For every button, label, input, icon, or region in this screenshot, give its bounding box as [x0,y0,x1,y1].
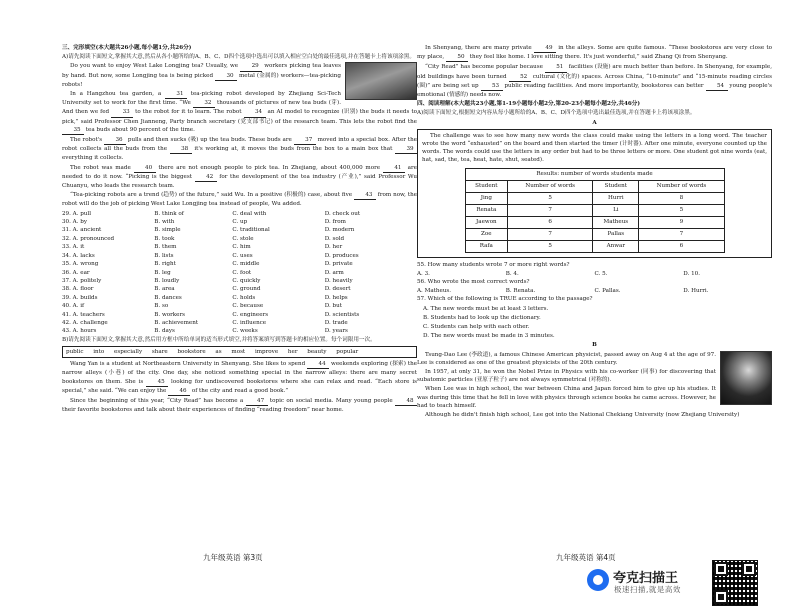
option-cell: 42. A. challenge [62,319,108,326]
option-cell: B. simple [154,227,181,234]
table-cell: Anwar [593,240,639,252]
table-cell: 5 [639,204,724,216]
table-row [465,216,724,228]
option-cell: B. days [154,328,175,335]
option-row [62,218,417,226]
option-cell: D. scientists [324,311,360,318]
right-page [417,44,772,420]
table-cell: Matheus [593,216,639,228]
section3-header: 三、完形填空(本大题共26小题,每小题1分,共26分) [62,45,192,51]
option-cell: 35. A. wrong [62,261,99,268]
option-row [62,226,417,234]
left-page [62,44,417,415]
option-cell: B. took [154,235,175,242]
option-cell: C. foot [232,269,252,276]
cloze-options-table [62,210,417,336]
fill-para-3: In Shenyang, there are many private 49 in the alleys. Some are quite famous. “These bookstores are very close to my place, 50 they feel like home. I love sitting there. It's just wonderful,” said Zhang Qi from Shenyang. [417,44,772,62]
option-cell: D. years [324,328,348,335]
question-55: 55. How many students wrote 7 or more right words? [417,261,570,268]
option-cell: D. her [324,244,343,251]
table-cell: 5 [508,192,593,204]
option-cell: D. modern [324,227,355,234]
fill-para-4: “City Read” has become popular because 51 facilities (设施) are much better than before. In Shenyang, for example, old buildings have been turned 52 cultural (文化的) spaces. Across China, “10-minute” and “15-minute reading circles (圈)” are being set up 53 public reading facilities. And more importantly, bookstores can better 54 young people's emotional (情感的) needs now. [417,64,773,99]
option-cell: C. holds [232,294,256,301]
option-cell: B. achievement [154,319,199,326]
option-cell: C. engineers [232,311,269,318]
table-cell: 7 [508,204,593,216]
passage-b-para-1: Tsung-Dao Lee (李政道), a famous Chinese American physicist, passed away on Aug 4 at the age of 97. Lee is considered as one of the greatest physicists of the 20th century. [417,351,716,366]
option-cell: B. lists [154,252,174,259]
option-row [62,210,417,218]
table-cell: Jaewon [465,216,508,228]
option-cell: C. middle [232,261,260,268]
cloze-para-3: The robot's 36 pulls and then sucks (吸) up the tea buds. These buds are 37 moved into a special box. After the robot collects all the buds from the 38 it's working at, it moves the buds from the box to a main box that 39 everything it collects. [62,137,417,162]
option-row [62,269,417,277]
right-page-footer: 九年级英语 第4页 [556,553,616,562]
option-row [62,260,417,268]
q56-option: A. Matheus. [417,288,452,295]
option-cell: 34. A. lacks [62,252,95,259]
table-cell: Renata [465,204,508,216]
col-header: Student [593,180,639,192]
col-header: Number of words [639,180,724,192]
q56-options [417,287,772,295]
table-cell: 6 [639,240,724,252]
option-cell: C. up [232,219,248,226]
option-row [62,294,417,302]
fill-para-2: Since the beginning of this year, “City Read” has become a 47 topic on social media. Many young people 48 their favorite bookstores and talk about their experiences of finding “reading freedom” near home. [62,397,417,414]
option-cell: D. but [324,303,342,310]
q55-option: A. 3. [417,270,430,277]
cloze-para-4: The robot was made 40 there are not enough people to pick tea. In Zhejiang, about 400,000 more 41 are needed to do it now. “Picking is the biggest 42 for the development of the tea industry (产业),” said Professor Wu Chuanyu, who leads the research team. [62,164,418,190]
option-cell: C. weeks [232,328,258,335]
option-cell: D. trade [324,319,348,326]
passage-a-box [417,129,772,258]
question-57: 57. Which of the following is TRUE according to the passage? [417,296,593,303]
table-cell: 5 [508,240,593,252]
option-cell: D. from [324,219,346,226]
option-cell: 33. A. it [62,244,85,251]
option-cell: C. uses [232,252,253,259]
option-row [62,277,417,285]
table-row [465,204,724,216]
option-cell: B. so [154,303,169,310]
col-header: Student [465,180,508,192]
option-cell: B. with [154,219,175,226]
option-cell: 37. A. politely [62,277,102,284]
q55-option: D. 10. [683,270,700,277]
option-cell: C. him [232,244,251,251]
q57-option: A. The new words must be at least 3 letters. [423,305,549,312]
option-cell: 31. A. ancient [62,227,102,234]
option-cell: C. traditional [232,227,270,234]
table-cell: Rafa [465,240,508,252]
cloze-para-5: “Tea-picking robots are a trend (趋势) of the future,” said Wu. In a positive (积极的) case, about five 43 from now, the robot will do the job of picking West Lake Longjing tea instead of people, Wu added. [62,192,417,208]
option-row [62,235,417,243]
passage-b-label: B [592,342,597,349]
option-row [62,311,417,319]
option-cell: 30. A. by [62,219,88,226]
option-cell: D. helps [324,294,348,301]
q56-option: D. Hurri. [683,288,709,295]
option-row [62,319,417,327]
physicist-photo [720,351,772,405]
table-cell: Hurri [593,192,639,204]
option-cell: 43. A. hours [62,328,97,335]
option-cell: B. dances [154,294,182,301]
option-cell: C. deal with [232,210,267,217]
col-header: Number of words [508,180,593,192]
option-cell: 29. A. pull [62,210,92,217]
fill-para-1: Wang Yan is a student at Northeastern University in Shenyang. She likes to spend 44 weekends exploring (探索) the narrow alleys (小巷) of the city. One day, she noticed something special in the narrow alleys: there are many secret bookstores on them. She is 45 looking for undiscovered bookstores where she can relax and read. “Each store is special,” she said. “We can enjoy the 46 of the city and read a good book.” [62,360,417,396]
option-row [62,327,417,335]
option-cell: 40. A. if [62,303,85,310]
option-cell: D. check out [324,210,361,217]
passage-b-para-2: In 1957, at only 31, he won the Nobel Prize in Physics with his co-worker (同事) for discovering that subatomic particles (亚原子粒子) are not always symmetrical (对称的). [417,369,716,384]
option-cell: 36. A. ear [62,269,90,276]
table-cell: Jing [465,192,508,204]
scanner-brand-subtitle: 极速扫描,就是高效 [614,585,681,594]
part-a-instructions: A)请先阅读下面短文,掌握其大意,然后从各小题所给的A、B、C、D四个选项中选出可以填入相应空白处的最佳选项,并在答题卡上将该项涂黑。 [62,54,415,61]
passage-a-label: A [592,119,597,126]
option-cell: D. heavily [324,277,353,284]
scanner-logo-icon [587,569,609,591]
tea-robot-photo [345,62,417,100]
results-table [465,168,725,253]
option-cell: B. loudly [154,277,180,284]
option-cell: D. sold [324,235,345,242]
option-cell: B. area [154,286,175,293]
option-cell: 38. A. floor [62,286,94,293]
option-row [62,252,417,260]
option-row [62,302,417,310]
table-cell: Li [593,204,639,216]
q57-option: D. The new words must be made in 3 minutes. [423,333,555,340]
cloze-para-1: Do you want to enjoy West Lake Longjing tea? Usually, we 29 workers picking tea leaves by hand. But now, some Longjing tea is being picked 30 metal (金属的) workers—tea-picking robots! [62,63,341,88]
q57-option: C. Students can help with each other. [423,324,530,331]
table-cell: 6 [508,216,593,228]
passage-b-para-4: Although he didn't finish high school, Lee got into the National Chekiang University (now Zhejiang University) [425,412,740,419]
option-row [62,285,417,293]
reading-a-instructions: A)阅读下面短文,根据短文内容从每小题所给的A、B、C、D四个选项中选出最佳选项,并在答题卡上将该项涂黑。 [417,110,696,117]
scanner-brand-title: 夸克扫描王 [613,571,679,586]
q56-option: B. Renata. [505,288,536,295]
scanner-brand [587,565,707,599]
option-cell: B. think of [154,210,184,217]
results-caption: Results: number of words students made [465,168,724,180]
passage-a-text: The challenge was to see how many new words the class could make using the letters in a long word. The teacher wrote the word “exhausted” on the board and then started the timer (计时器). After one minute, everyone counted up the words. The words could use the letters in any order but had to be three letters or more. One student got nine words (eat, hat, sad, the, tea, heat, hate, shut, seated). [422,132,767,164]
section4-header: 四、阅读理解(本大题共23小题,第1-19小题每小题2分,第20-23小题每小题2分,共46分) [417,101,641,108]
passage-b-para-3: When Lee was in high school, the war between China and Japan forced him to give up his studies. It was during this time that he fell in love with physics through science books he came across. However, he had to teach himself. [417,386,716,409]
option-cell: C. because [232,303,264,310]
option-cell: B. right [154,261,176,268]
table-cell: Pallas [593,228,639,240]
table-cell: 7 [508,228,593,240]
word-bank-box: public into especially share bookstore as most improve her beauty popular [62,346,417,358]
option-row [62,243,417,251]
option-cell: D. private [324,261,353,268]
table-cell: 8 [639,192,724,204]
option-cell: D. desert [324,286,351,293]
option-cell: D. produces [324,252,359,259]
option-cell: C. ground [232,286,261,293]
table-row [465,192,724,204]
option-cell: B. workers [154,311,186,318]
table-cell: 9 [639,216,724,228]
q56-option: C. Pallas. [594,288,621,295]
option-cell: C. quickly [232,277,261,284]
left-page-footer: 九年级英语 第3页 [203,553,263,562]
q55-option: B. 4. [505,270,519,277]
q57-option: B. Students had to look up the dictionary. [423,314,541,321]
option-cell: B. leg [154,269,171,276]
option-cell: 41. A. teachers [62,311,105,318]
option-cell: B. them [154,244,177,251]
option-cell: C. influence [232,319,267,326]
cloze-para-2: In a Hangzhou tea garden, a 31 tea-picking robot developed by Zhejiang Sci-Tech University set to work for the first time. “We 32 thousands of pictures of new tea buds (芽). And then we fed 33 to the robot for it to learn. The robot 34 an AI model to recognize (识别) the buds it needs to pick,” said Professor Chen Jianneng, Party branch secretary (党支部书记) of the research team. This lets the robot find the 35 tea buds about 90 percent of the time. [62,90,417,135]
q55-option: C. 5. [594,270,608,277]
q55-options [417,270,772,278]
table-cell: 7 [639,228,724,240]
part-b-instructions: B)请先阅读下面短文,掌握其大意,然后用方框中所给单词的适当形式填空,并将答案填写到答题卡的相应位置。每个词限用一次。 [62,336,376,343]
qr-code-icon [712,560,758,606]
option-cell: C. stole [232,235,254,242]
option-cell: 32. A. pronounced [62,235,115,242]
table-row [465,240,724,252]
table-row [465,228,724,240]
question-56: 56. Who wrote the most correct words? [417,279,530,286]
option-cell: D. arm [324,269,344,276]
table-cell: Zoe [465,228,508,240]
option-cell: 39. A. builds [62,294,98,301]
